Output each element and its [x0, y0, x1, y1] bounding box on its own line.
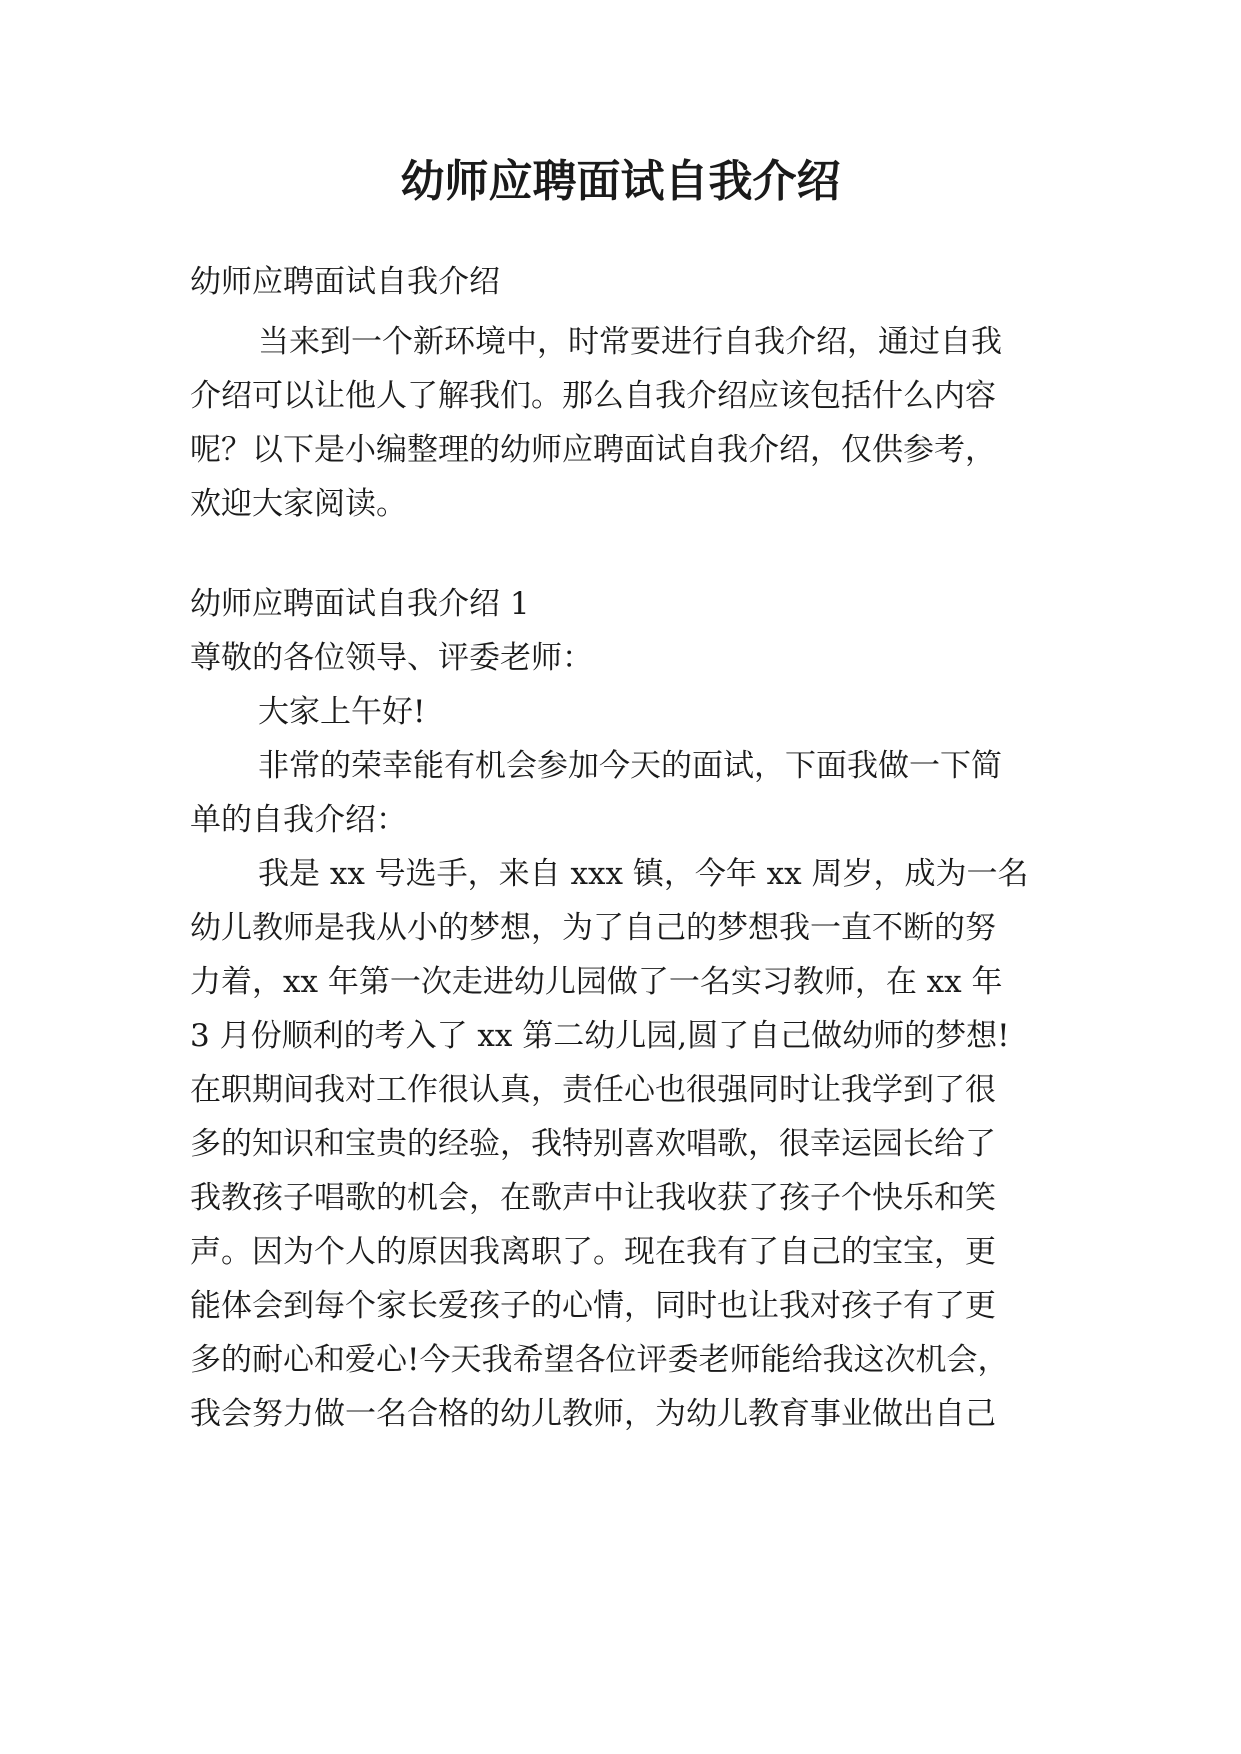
intro-line: 欢迎大家阅读。	[190, 486, 407, 522]
paragraph-line: 多的耐心和爱心!今天我希望各位评委老师能给我这次机会，	[190, 1342, 1009, 1378]
document-subtitle: 幼师应聘面试自我介绍	[190, 264, 500, 300]
paragraph-line: 能体会到每个家长爱孩子的心情，同时也让我对孩子有了更	[190, 1288, 996, 1324]
paragraph-line: 我教孩子唱歌的机会，在歌声中让我收获了孩子个快乐和笑	[190, 1180, 996, 1216]
paragraph-line: 声。因为个人的原因我离职了。现在我有了自己的宝宝，更	[190, 1234, 996, 1270]
intro-line: 当来到一个新环境中，时常要进行自我介绍，通过自我	[258, 324, 1002, 360]
section-heading: 幼师应聘面试自我介绍 1	[190, 586, 530, 622]
salutation: 尊敬的各位领导、评委老师：	[190, 640, 593, 676]
paragraph-line: 我是 xx 号选手，来自 xxx 镇，今年 xx 周岁，成为一名	[258, 856, 1029, 892]
intro-line: 呢？以下是小编整理的幼师应聘面试自我介绍，仅供参考，	[190, 432, 996, 468]
paragraph-line: 在职期间我对工作很认真，责任心也很强同时让我学到了很	[190, 1072, 996, 1108]
paragraph-line: 3 月份顺利的考入了 xx 第二幼儿园,圆了自己做幼师的梦想!	[190, 1018, 1010, 1054]
paragraph-line: 多的知识和宝贵的经验，我特别喜欢唱歌，很幸运园长给了	[190, 1126, 996, 1162]
paragraph-line: 力着，xx 年第一次走进幼儿园做了一名实习教师，在 xx 年	[190, 964, 1003, 1000]
intro-line: 介绍可以让他人了解我们。那么自我介绍应该包括什么内容	[190, 378, 996, 414]
paragraph-line: 单的自我介绍：	[190, 802, 407, 838]
paragraph-line: 我会努力做一名合格的幼儿教师，为幼儿教育事业做出自己	[190, 1396, 996, 1432]
paragraph-line: 非常的荣幸能有机会参加今天的面试，下面我做一下简	[258, 748, 1002, 784]
document-title: 幼师应聘面试自我介绍	[400, 156, 841, 207]
greeting: 大家上午好!	[258, 694, 426, 730]
paragraph-line: 幼儿教师是我从小的梦想，为了自己的梦想我一直不断的努	[190, 910, 996, 946]
